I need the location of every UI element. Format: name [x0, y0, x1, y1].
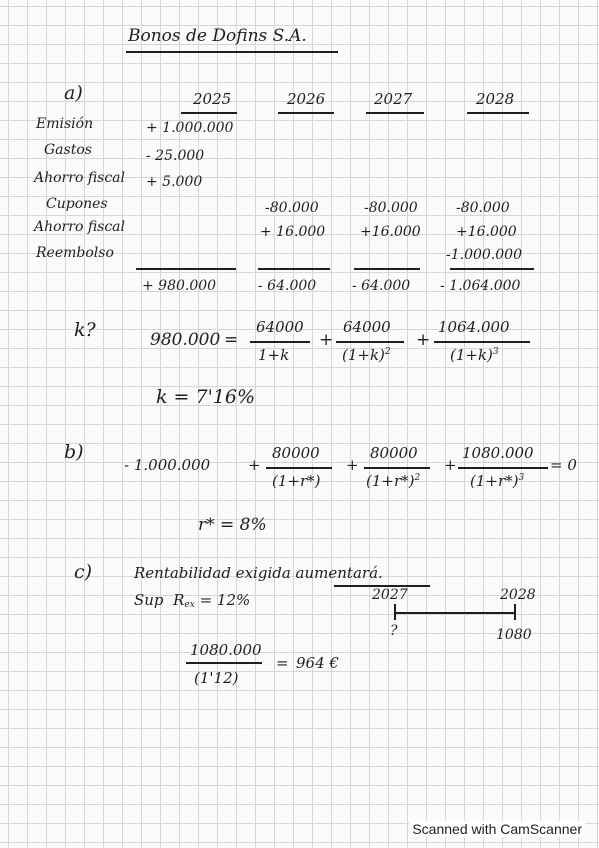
cell-2028-cupones: -80.000	[456, 200, 510, 216]
fraction-bar	[458, 467, 548, 469]
c-calc-numerator: 1080.000	[190, 641, 262, 659]
k-term3-denominator	[450, 348, 499, 363]
b-term2-numerator: 80000	[370, 444, 418, 462]
timeline-tick-end	[514, 604, 516, 620]
c-sup-prefix: Sup	[134, 591, 164, 609]
row-label-ahorro-fiscal-2: Ahorro fiscal	[34, 219, 126, 235]
k-term3-numerator: 1064.000	[438, 318, 510, 336]
c-line-1: Rentabilidad exigida aumentará.	[134, 564, 383, 582]
cell-2026-ahorro: + 16.000	[260, 224, 326, 240]
b-plus-1: +	[248, 456, 261, 474]
c-calc-equals: =	[276, 654, 289, 672]
cell-2025-emision: + 1.000.000	[146, 120, 234, 136]
b-term2-exponent: 2	[414, 473, 421, 483]
total-2025: + 980.000	[142, 278, 217, 294]
cell-2028-reembolso: -1.000.000	[446, 247, 522, 263]
c-r-symbol: R	[173, 591, 185, 609]
b-term2-base: (1+r*)	[366, 472, 415, 490]
total-line	[136, 268, 236, 270]
scanner-watermark: Scanned with CamScanner	[409, 821, 585, 837]
total-2027: - 64.000	[352, 278, 411, 294]
c-r-subscript: ex	[184, 600, 195, 610]
k-term2-exponent: 2	[384, 347, 391, 357]
k-question-label: k?	[74, 319, 96, 341]
year-2026: 2026	[287, 90, 326, 108]
k-plus-1: +	[319, 330, 334, 350]
k-term1-denominator: 1+k	[258, 346, 290, 364]
k-plus-2: +	[416, 330, 431, 350]
cell-2027-ahorro: +16.000	[360, 224, 421, 240]
total-line	[258, 268, 330, 270]
b-term3-exponent: 3	[518, 473, 525, 483]
k-result: k = 7'16%	[156, 386, 256, 408]
timeline-start-value: ?	[390, 623, 398, 639]
cell-2027-cupones: -80.000	[364, 200, 418, 216]
year-underline	[366, 112, 424, 114]
k-term3-base: (1+k)	[450, 346, 493, 364]
c-calc-denominator: (1'12)	[194, 669, 239, 687]
timeline-end-year: 2028	[500, 587, 536, 603]
b-plus-3: +	[444, 456, 457, 474]
k-term2-denominator	[342, 348, 391, 363]
row-label-gastos: Gastos	[44, 142, 92, 158]
section-b-label: b)	[64, 441, 84, 463]
cell-2028-ahorro: +16.000	[456, 224, 517, 240]
b-term1-numerator: 80000	[272, 444, 320, 462]
title-underline	[126, 51, 338, 53]
k-term2-numerator: 64000	[343, 318, 391, 336]
page-title: Bonos de Dofins S.A.	[128, 26, 307, 46]
b-term3-denominator	[470, 474, 524, 489]
year-2028: 2028	[476, 90, 515, 108]
fraction-bar	[266, 467, 332, 469]
row-label-reembolso: Reembolso	[36, 245, 114, 261]
fraction-bar	[186, 662, 262, 664]
k-term1-numerator: 64000	[256, 318, 304, 336]
timeline-axis	[394, 612, 516, 614]
total-line	[354, 268, 420, 270]
fraction-bar	[434, 341, 530, 343]
c-calc-result: 964 €	[296, 654, 339, 672]
cell-2025-ahorro: + 5.000	[146, 174, 203, 190]
fraction-bar	[250, 341, 310, 343]
k-equals: =	[224, 330, 239, 350]
total-2028: - 1.064.000	[440, 278, 521, 294]
timeline-end-value: 1080	[496, 627, 532, 643]
section-a-label: a)	[64, 82, 83, 104]
row-label-ahorro-fiscal: Ahorro fiscal	[34, 170, 126, 186]
c-line-2	[134, 593, 250, 610]
year-underline	[467, 112, 529, 114]
b-lhs: - 1.000.000	[124, 456, 211, 474]
b-term2-denominator	[366, 474, 420, 489]
cell-2025-gastos: - 25.000	[146, 148, 205, 164]
b-term3-base: (1+r*)	[470, 472, 519, 490]
year-underline	[278, 112, 334, 114]
fraction-bar	[364, 467, 430, 469]
row-label-emision: Emisión	[36, 116, 94, 132]
total-2026: - 64.000	[258, 278, 317, 294]
k-term2-base: (1+k)	[342, 346, 385, 364]
cell-2026-cupones: -80.000	[265, 200, 319, 216]
section-c-label: c)	[74, 561, 93, 583]
b-plus-2: +	[346, 456, 359, 474]
fraction-bar	[336, 341, 404, 343]
year-underline	[181, 112, 237, 114]
row-label-cupones: Cupones	[46, 196, 108, 212]
total-line	[450, 268, 534, 270]
year-2027: 2027	[374, 90, 413, 108]
timeline-start-year: 2027	[372, 587, 408, 603]
b-result: r* = 8%	[198, 515, 267, 535]
b-term3-numerator: 1080.000	[462, 444, 534, 462]
year-2025: 2025	[193, 90, 232, 108]
timeline-tick-start	[394, 604, 396, 620]
c-r-value: = 12%	[199, 591, 251, 609]
b-term1-denominator: (1+r*)	[272, 472, 321, 490]
k-term3-exponent: 3	[492, 347, 499, 357]
b-rhs: = 0	[550, 456, 577, 474]
k-lhs: 980.000	[150, 330, 221, 350]
